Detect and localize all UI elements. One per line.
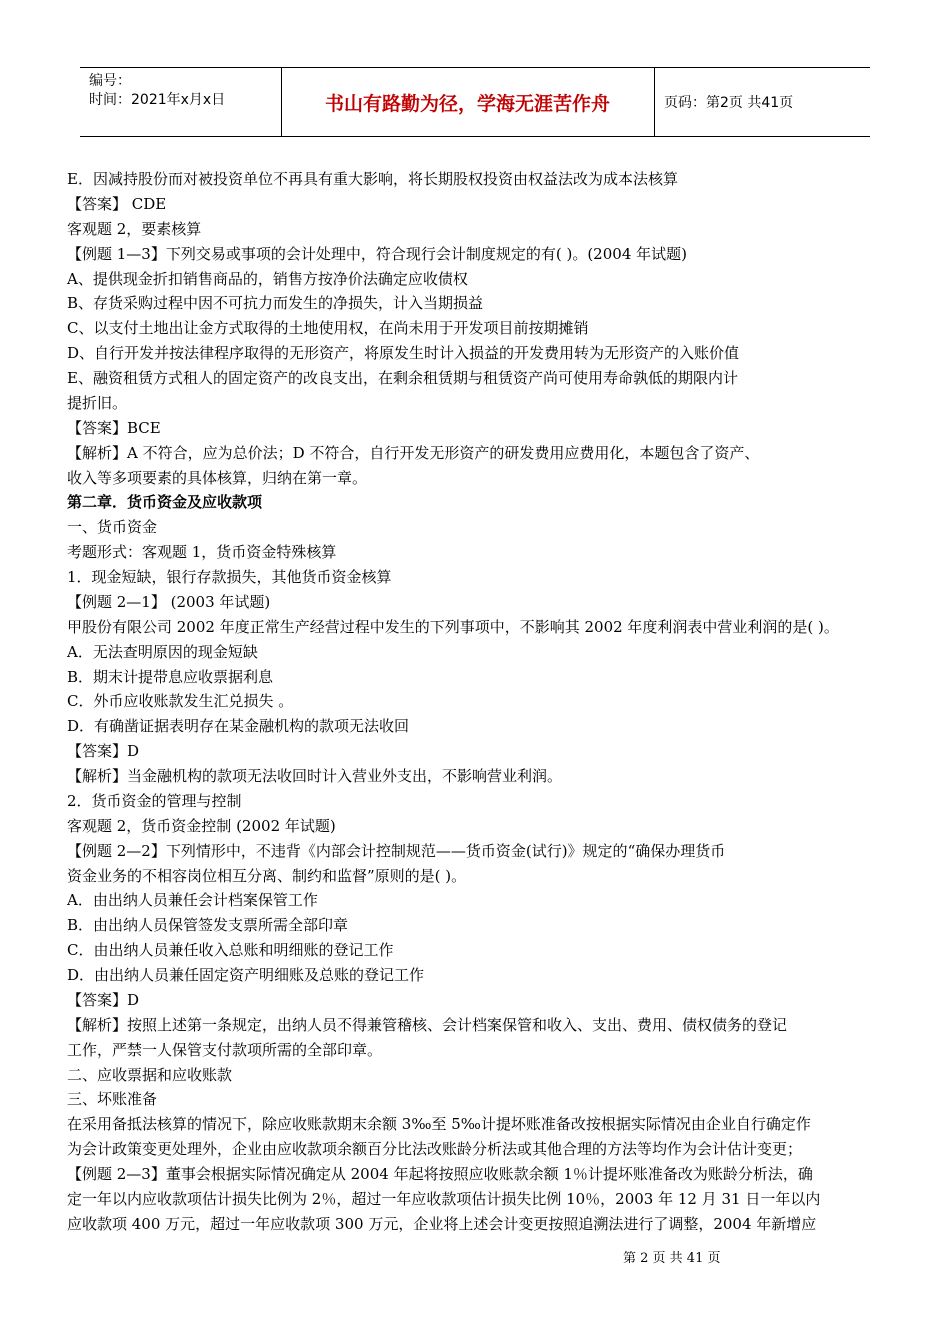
text-line: 应收款项 400 万元，超过一年应收款项 300 万元，企业将上述会计变更按照追溯法进行了调整，2004 年新增应 — [67, 1214, 817, 1233]
text-line: C．由出纳人员兼任收入总账和明细账的登记工作 — [67, 941, 394, 960]
text-line: 1．现金短缺，银行存款损失，其他货币资金核算 — [67, 568, 392, 586]
text-line: 客观题 2，要素核算 — [67, 219, 202, 238]
text-line: 【例题 2—1】 (2003 年试题) — [67, 592, 271, 611]
text-line: 定一年以内应收款项估计损失比例为 2％，超过一年应收款项估计损失比例 10％，2003 年 12 月 31 日一年以内 — [67, 1189, 821, 1208]
text-line: E、融资租赁方式租人的固定资产的改良支出，在剩余租赁期与租赁资产尚可使用寿命孰低的期限内计 — [67, 369, 738, 387]
text-line: 一、货币资金 — [67, 518, 158, 537]
text-line: B．由出纳人员保管签发支票所需全部印章 — [67, 916, 349, 935]
text-line: B、存货采购过程中因不可抗力而发生的净损失，计入当期损益 — [67, 294, 484, 313]
page-number-label: 页码：第2页 共41页 — [664, 95, 794, 111]
text-line: C、以支付土地出让金方式取得的土地使用权，在尚未用于开发项目前按期摊销 — [67, 319, 589, 338]
text-line: E．因减持股份而对被投资单位不再具有重大影响，将长期股权投资由权益法改为成本法核算 — [67, 170, 678, 188]
text-line: 在采用备抵法核算的情况下，除应收账款期末余额 3‰至 5‰计提坏账准备改按根据实际情况由企业自行确定作 — [67, 1115, 811, 1134]
text-line: 甲股份有限公司 2002 年度正常生产经营过程中发生的下列事项中，不影响其 2002 年度利润表中营业利润的是( )。 — [67, 617, 839, 636]
text-line: C．外币应收账款发生汇兑损失 。 — [67, 692, 294, 711]
document-body — [67, 167, 897, 1237]
text-line: D．有确凿证据表明存在某金融机构的款项无法收回 — [67, 717, 410, 736]
text-line: 【答案】D — [67, 990, 140, 1009]
chapter-heading: 第二章．货币资金及应收款项 — [67, 493, 263, 512]
text-line: 【答案】 CDE — [67, 194, 167, 213]
text-line: A．由出纳人员兼任会计档案保管工作 — [67, 891, 318, 910]
time-label: 时间：2021年x月x日 — [89, 92, 226, 108]
header-motto: 书山有路勤为径，学海无涯苦作舟 — [324, 92, 610, 115]
text-line: D．由出纳人员兼任固定资产明细账及总账的登记工作 — [67, 966, 425, 984]
text-line: 考题形式：客观题 1，货币资金特殊核算 — [67, 543, 337, 562]
text-line: 【解析】当金融机构的款项无法收回时计入营业外支出，不影响营业利润。 — [67, 767, 563, 785]
page-header — [80, 67, 870, 137]
text-line: 收入等多项要素的具体核算，归纳在第一章。 — [67, 468, 368, 487]
text-line: B．期末计提带息应收票据利息 — [67, 667, 274, 686]
text-line: 二、应收票据和应收账款 — [67, 1065, 233, 1084]
number-label: 编号： — [89, 73, 131, 89]
text-line: 【例题 2—2】下列情形中，不违背《内部会计控制规范——货币资金(试行)》规定的“确保办理货币 — [67, 841, 726, 860]
header-left-cell — [89, 72, 225, 110]
text-line: 【答案】D — [67, 742, 140, 761]
text-line: 【解析】A 不符合，应为总价法；D 不符合，自行开发无形资产的研发费用应费用化，本题包含了资产、 — [67, 443, 760, 462]
text-line: 【例题 1—3】下列交易或事项的会计处理中，符合现行会计制度规定的有( )。(2004 年试题) — [67, 244, 687, 263]
text-line: 三、坏账准备 — [67, 1090, 158, 1109]
text-line: 2．货币资金的管理与控制 — [67, 791, 242, 810]
text-line: 【解析】按照上述第一条规定，出纳人员不得兼管稽核、会计档案保管和收入、支出、费用、债权债务的登记 — [67, 1015, 788, 1034]
text-line: 提折旧。 — [67, 393, 128, 412]
text-line: 资金业务的不相容岗位相互分离、制约和监督”原则的是( )。 — [67, 866, 467, 885]
text-line: A、提供现金折扣销售商品的，销售方按净价法确定应收债权 — [67, 269, 468, 288]
page-footer: 第 2 页 共 41 页 — [623, 1251, 721, 1266]
text-line: A．无法查明原因的现金短缺 — [67, 642, 258, 661]
text-line: 工作，严禁一人保管支付款项所需的全部印章。 — [67, 1040, 383, 1059]
header-divider-right — [654, 68, 655, 136]
text-line: 【答案】BCE — [67, 418, 161, 437]
text-line: 为会计政策变更处理外，企业由应收款项余额百分比法改账龄分析法或其他合理的方法等均作为会计估计变更； — [67, 1140, 803, 1159]
text-line: 客观题 2，货币资金控制 (2002 年试题) — [67, 816, 336, 835]
text-line: D、自行开发并按法律程序取得的无形资产，将原发生时计入损益的开发费用转为无形资产的入账价值 — [67, 344, 740, 363]
text-line: 【例题 2—3】董事会根据实际情况确定从 2004 年起将按照应收账款余额 1％计提坏账准备改为账龄分析法，确 — [67, 1165, 813, 1183]
